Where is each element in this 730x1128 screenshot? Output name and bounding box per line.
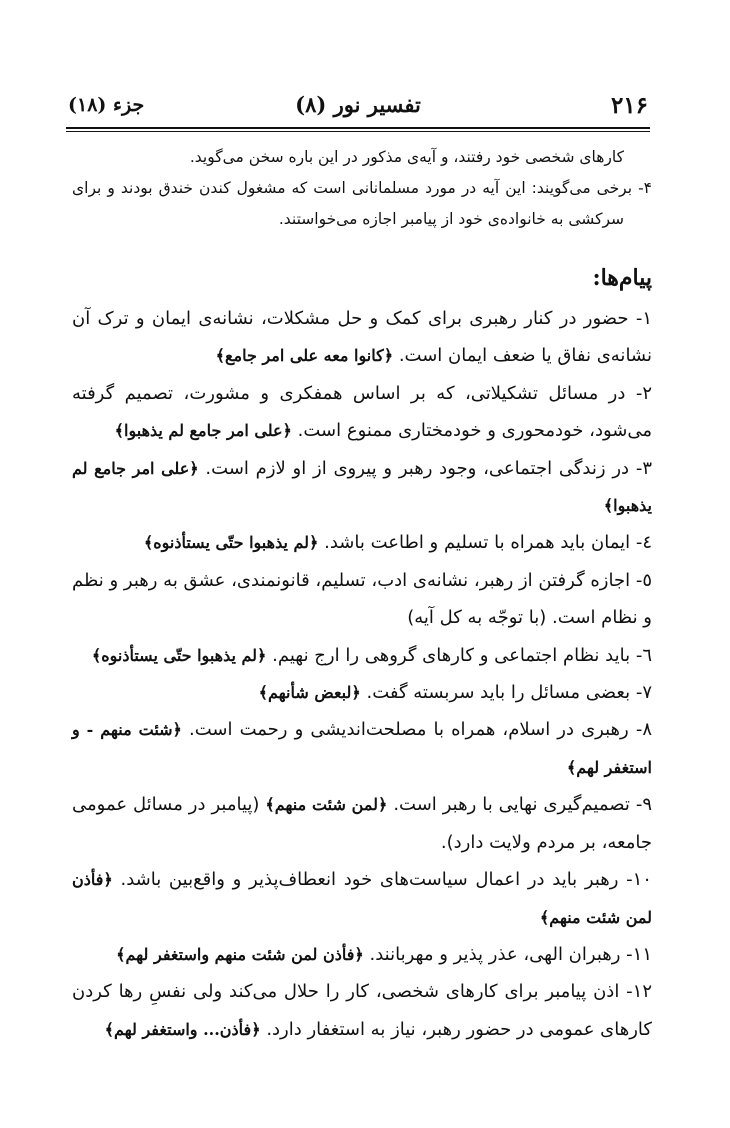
- message-quote: ﴿لبعض شأنهم﴾: [258, 683, 361, 703]
- message-quote: ﴿علی امر جامع لم یذهبوا﴾: [114, 421, 292, 441]
- message-item: [72, 936, 652, 973]
- intro-text: [72, 142, 652, 235]
- message-item: [72, 637, 652, 674]
- message-text: ٩- تصمیم‌گیری نهایی با رهبر است.: [393, 794, 652, 816]
- page-header: [68, 92, 648, 128]
- message-text: ٦- باید نظام اجتماعی و کارهای گروهی را ارج نهیم.: [272, 644, 652, 666]
- message-quote: ﴿لمن شئت منهم﴾: [265, 795, 388, 815]
- message-text: ۱- حضور در کنار رهبری برای کمک و حل مشکلات، نشانه‌ی ایمان و ترک آن نشانه‌ی نفاق یا ضعف ایمان است.: [72, 308, 652, 367]
- message-text: ١٠- رهبر باید در اعمال سیاست‌های خود انعطاف‌پذیر و واقع‌بین باشد.: [120, 869, 652, 891]
- juz-label: جزء (۱۸): [68, 94, 145, 116]
- header-rule-thin: [66, 131, 650, 132]
- message-quote: ﴿لم یذهبوا حتّی یستأذنوه﴾: [143, 533, 319, 553]
- message-quote: ﴿شئت منهم - و استغفر لهم﴾: [72, 720, 652, 777]
- message-text: ٤- ایمان باید همراه با تسلیم و اطاعت باشد.: [324, 532, 652, 554]
- message-item: [72, 524, 652, 561]
- message-item: [72, 973, 652, 1048]
- message-item: [72, 674, 652, 711]
- message-item: [72, 786, 652, 861]
- message-text: ٨- رهبری در اسلام، همراه با مصلحت‌اندیشی و رحمت است.: [189, 719, 652, 741]
- message-text: ٧- بعضی مسائل را باید سربسته گفت.: [366, 682, 652, 704]
- header-rule: [66, 127, 650, 129]
- messages-section: [72, 258, 652, 1048]
- message-quote: ﴿فأذن... واستغفر لهم﴾: [104, 1019, 261, 1039]
- running-title: تفسیر نور (۸): [295, 92, 421, 117]
- message-item: [72, 300, 652, 375]
- message-text: ٥- اجازه گرفتن از رهبر، نشانه‌ی ادب، تسلیم، قانونمندی، عشق به رهبر و نظم و نظام است. (با توجّه به کل آیه): [72, 569, 652, 629]
- message-quote: ﴿کانوا معه علی امر جامع﴾: [215, 346, 394, 366]
- intro-item-4: ۴- برخی می‌گویند: این آیه در مورد مسلمانانی است که مشغول کندن خندق بودند و برای سرکشی به خانواده‌ی خود از پیامبر اجازه می‌خواستند.: [72, 179, 652, 228]
- messages-heading: پیام‌ها:: [592, 265, 652, 291]
- message-item: [72, 450, 652, 525]
- message-text: ۲- در مسائل تشکیلاتی، که بر اساس همفکری و مشورت، تصمیم گرفته می‌شود، خودمحوری و خودمختاری ممنوع است.: [72, 382, 652, 442]
- message-note: (پیامبر در مسائل عمومی جامعه، بر مردم ولایت دارد).: [72, 794, 652, 853]
- page-number: ۲۱۶: [610, 92, 648, 119]
- intro-continuation: کارهای شخصی خود رفتند، و آیه‌ی مذکور در این باره سخن می‌گوید.: [189, 148, 624, 166]
- message-quote: ﴿لم یذهبوا حتّی یستأذنوه﴾: [91, 645, 267, 665]
- message-item: [72, 711, 652, 786]
- message-item: [72, 375, 652, 450]
- message-quote: ﴿فأذن لمن شئت منهم واستغفر لهم﴾: [116, 944, 364, 964]
- message-quote: ﴿علی امر جامع لم یذهبوا﴾: [72, 458, 652, 516]
- message-text: ١٢- اذن پیامبر برای کارهای شخصی، کار را حلال می‌کند ولی نفسِ رها کردن کارهای عمومی در حضور رهبر، نیاز به استغفار دارد.: [72, 981, 652, 1040]
- message-quote: ﴿فأذن لمن شئت منهم﴾: [72, 870, 652, 927]
- message-text: ١١- رهبران الهی، عذر پذیر و مهربانند.: [369, 943, 652, 965]
- message-item: [72, 861, 652, 936]
- message-item: [72, 562, 652, 637]
- message-text: ۳- در زندگی اجتماعی، وجود رهبر و پیروی از او لازم است.: [205, 457, 652, 479]
